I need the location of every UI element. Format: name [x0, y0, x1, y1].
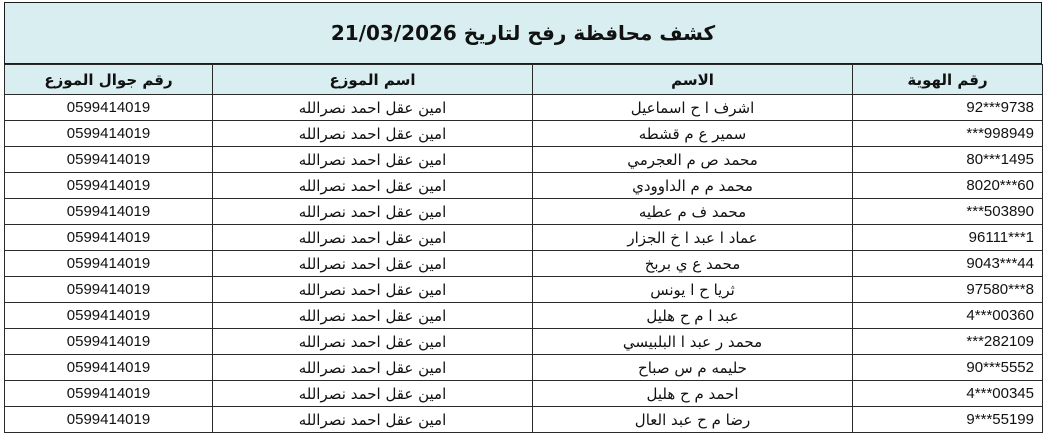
table-row — [5, 329, 1043, 355]
table-row — [5, 355, 1043, 381]
table-row — [5, 121, 1043, 147]
sheet-title-bar — [4, 2, 1042, 64]
cell-phone: 0599414019 — [5, 199, 213, 225]
cell-name: محمد ع ي بربخ — [533, 251, 853, 277]
cell-name: محمد ر عبد ا البلبيسي — [533, 329, 853, 355]
cell-phone: 0599414019 — [5, 381, 213, 407]
table-row — [5, 303, 1043, 329]
cell-id: 4***00360 — [853, 303, 1043, 329]
cell-phone: 0599414019 — [5, 173, 213, 199]
cell-name: حليمه م س صباح — [533, 355, 853, 381]
cell-phone: 0599414019 — [5, 303, 213, 329]
cell-phone: 0599414019 — [5, 225, 213, 251]
cell-distributor: امين عقل احمد نصرالله — [213, 199, 533, 225]
cell-distributor: امين عقل احمد نصرالله — [213, 147, 533, 173]
column-header-id: رقم الهوية — [853, 65, 1043, 95]
cell-distributor: امين عقل احمد نصرالله — [213, 329, 533, 355]
cell-distributor: امين عقل احمد نصرالله — [213, 95, 533, 121]
cell-id: 96111***1 — [853, 225, 1043, 251]
cell-name: محمد م م الداوودي — [533, 173, 853, 199]
table-row — [5, 199, 1043, 225]
cell-name: عبد ا م ح هليل — [533, 303, 853, 329]
table-header-row — [5, 65, 1043, 95]
cell-name: رضا م ح عبد العال — [533, 407, 853, 433]
cell-phone: 0599414019 — [5, 121, 213, 147]
cell-distributor: امين عقل احمد نصرالله — [213, 121, 533, 147]
table-body — [5, 95, 1043, 433]
table-row — [5, 147, 1043, 173]
table-row — [5, 173, 1043, 199]
table-row — [5, 381, 1043, 407]
cell-distributor: امين عقل احمد نصرالله — [213, 225, 533, 251]
table-row — [5, 251, 1043, 277]
cell-distributor: امين عقل احمد نصرالله — [213, 407, 533, 433]
cell-id: ***998949 — [853, 121, 1043, 147]
cell-name: احمد م ح هليل — [533, 381, 853, 407]
cell-name: محمد ص م العجرمي — [533, 147, 853, 173]
cell-phone: 0599414019 — [5, 147, 213, 173]
cell-distributor: امين عقل احمد نصرالله — [213, 381, 533, 407]
cell-phone: 0599414019 — [5, 251, 213, 277]
cell-phone: 0599414019 — [5, 329, 213, 355]
cell-distributor: امين عقل احمد نصرالله — [213, 277, 533, 303]
column-header-phone: رقم جوال الموزع — [5, 65, 213, 95]
cell-id: 4***00345 — [853, 381, 1043, 407]
cell-name: عماد ا عبد ا خ الجزار — [533, 225, 853, 251]
cell-distributor: امين عقل احمد نصرالله — [213, 355, 533, 381]
table-row — [5, 95, 1043, 121]
cell-distributor: امين عقل احمد نصرالله — [213, 173, 533, 199]
cell-phone: 0599414019 — [5, 355, 213, 381]
table-row — [5, 407, 1043, 433]
cell-distributor: امين عقل احمد نصرالله — [213, 303, 533, 329]
cell-id: ***282109 — [853, 329, 1043, 355]
beneficiaries-table — [4, 64, 1043, 433]
cell-name: سمير ع م قشطه — [533, 121, 853, 147]
table-row — [5, 225, 1043, 251]
cell-name: ثريا ح ا يونس — [533, 277, 853, 303]
cell-id: 9043***44 — [853, 251, 1043, 277]
cell-id: 90***5552 — [853, 355, 1043, 381]
table-row — [5, 277, 1043, 303]
cell-id: 9***55199 — [853, 407, 1043, 433]
cell-id: 80***1495 — [853, 147, 1043, 173]
column-header-distributor: اسم الموزع — [213, 65, 533, 95]
cell-phone: 0599414019 — [5, 277, 213, 303]
sheet-title: كشف محافظة رفح لتاريخ 21/03/2026 — [330, 21, 716, 45]
cell-phone: 0599414019 — [5, 95, 213, 121]
cell-id: 8020***60 — [853, 173, 1043, 199]
cell-name: محمد ف م عطيه — [533, 199, 853, 225]
cell-id: 92***9738 — [853, 95, 1043, 121]
cell-distributor: امين عقل احمد نصرالله — [213, 251, 533, 277]
cell-phone: 0599414019 — [5, 407, 213, 433]
cell-id: ***503890 — [853, 199, 1043, 225]
column-header-name: الاسم — [533, 65, 853, 95]
cell-id: 97580***8 — [853, 277, 1043, 303]
cell-name: اشرف ا ح اسماعيل — [533, 95, 853, 121]
